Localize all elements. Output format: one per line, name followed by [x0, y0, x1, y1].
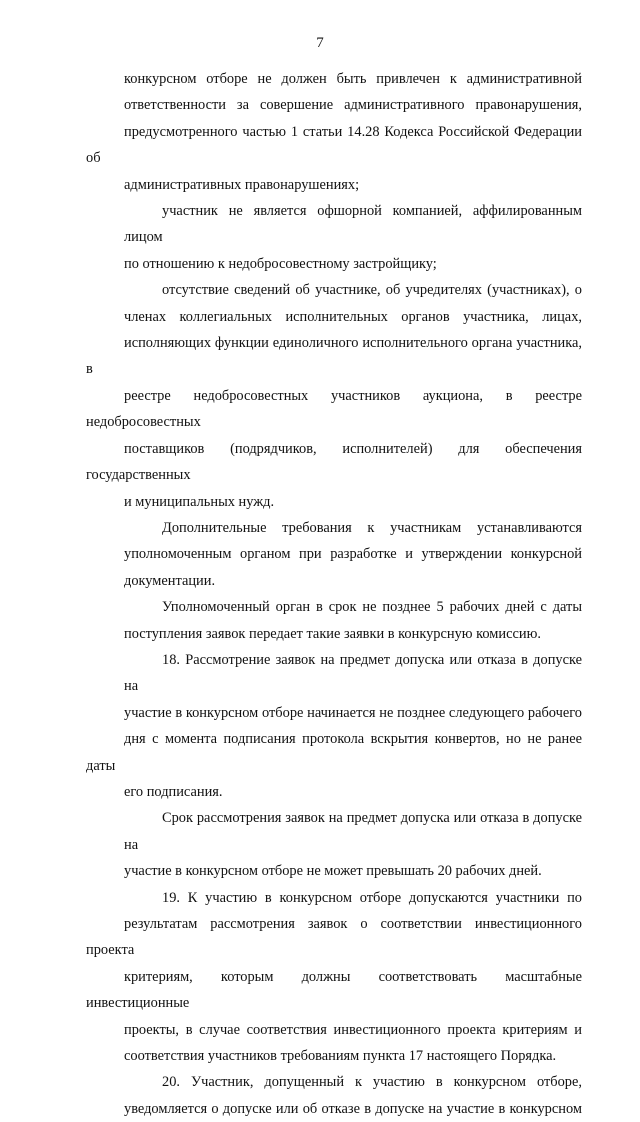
text-line: проекты, в случае соответствия инвестиционного проекта критериям и	[124, 1021, 582, 1038]
paragraph-p1	[86, 66, 582, 198]
text-line: ответственности за совершение административного правонарушения,	[124, 97, 582, 114]
paragraph-p7	[86, 805, 582, 884]
text-line: поступления заявок передает такие заявки в конкурсную комиссию.	[124, 625, 541, 642]
text-line: Уполномоченный орган в срок не позднее 5 рабочих дней с даты	[162, 599, 582, 616]
paragraph-p3	[86, 277, 582, 515]
text-line: критериям, которым должны соответствовать масштабные инвестиционные	[86, 968, 582, 1012]
paragraph-p6	[86, 647, 582, 805]
text-line: реестре недобросовестных участников аукциона, в реестре недобросовестных	[86, 387, 582, 431]
document-body	[86, 66, 582, 1122]
page-number: 7	[316, 35, 324, 51]
paragraph-p8	[86, 885, 582, 1070]
text-line: его подписания.	[124, 783, 223, 800]
text-line: конкурсном отборе не должен быть привлечен к административной	[124, 71, 582, 87]
text-line: предусмотренного частью 1 статьи 14.28 Кодекса Российской Федерации об	[86, 123, 582, 167]
text-line: 20. Участник, допущенный к участию в конкурсном отборе,	[162, 1074, 582, 1091]
text-line: Срок рассмотрения заявок на предмет допуска или отказа в допуске на	[124, 810, 582, 853]
text-line: исполняющих функции единоличного исполнительного органа участника, в	[86, 335, 582, 378]
text-line: участник не является офшорной компанией, аффилированным лицом	[124, 203, 582, 246]
text-line: 19. К участию в конкурсном отборе допускаются участники по	[162, 889, 582, 906]
text-line: членах коллегиальных исполнительных органов участника, лицах,	[124, 308, 582, 325]
text-line: соответствия участников требованиям пункта 17 настоящего Порядка.	[124, 1048, 557, 1065]
text-line: административных правонарушениях;	[124, 176, 360, 193]
text-line: уведомляется о допуске или об отказе в допуске на участие в конкурсном	[124, 1100, 582, 1117]
text-line: участие в конкурсном отборе не может превышать 20 рабочих дней.	[124, 863, 542, 880]
text-line: по отношению к недобросовестному застройщику;	[124, 255, 437, 272]
text-line: результатам рассмотрения заявок о соответствии инвестиционного проекта	[86, 916, 582, 959]
text-line: уполномоченным органом при разработке и утверждении конкурсной	[124, 546, 582, 563]
text-line: поставщиков (подрядчиков, исполнителей) для обеспечения государственных	[86, 440, 582, 484]
text-line: участие в конкурсном отборе начинается не позднее следующего рабочего	[124, 704, 582, 721]
text-line: 18. Рассмотрение заявок на предмет допуска или отказа в допуске на	[124, 651, 582, 695]
paragraph-p9	[86, 1069, 582, 1122]
text-line: и муниципальных нужд.	[124, 493, 275, 510]
paragraph-p5	[86, 594, 582, 647]
text-line: Дополнительные требования к участникам устанавливаются	[162, 519, 582, 536]
text-line: отсутствие сведений об участнике, об учредителях (участниках), о	[162, 282, 582, 299]
text-line: документации.	[124, 572, 216, 589]
text-line: дня с момента подписания протокола вскрытия конвертов, но не ранее даты	[86, 731, 582, 774]
paragraph-p4	[86, 515, 582, 594]
paragraph-p2	[86, 198, 582, 277]
